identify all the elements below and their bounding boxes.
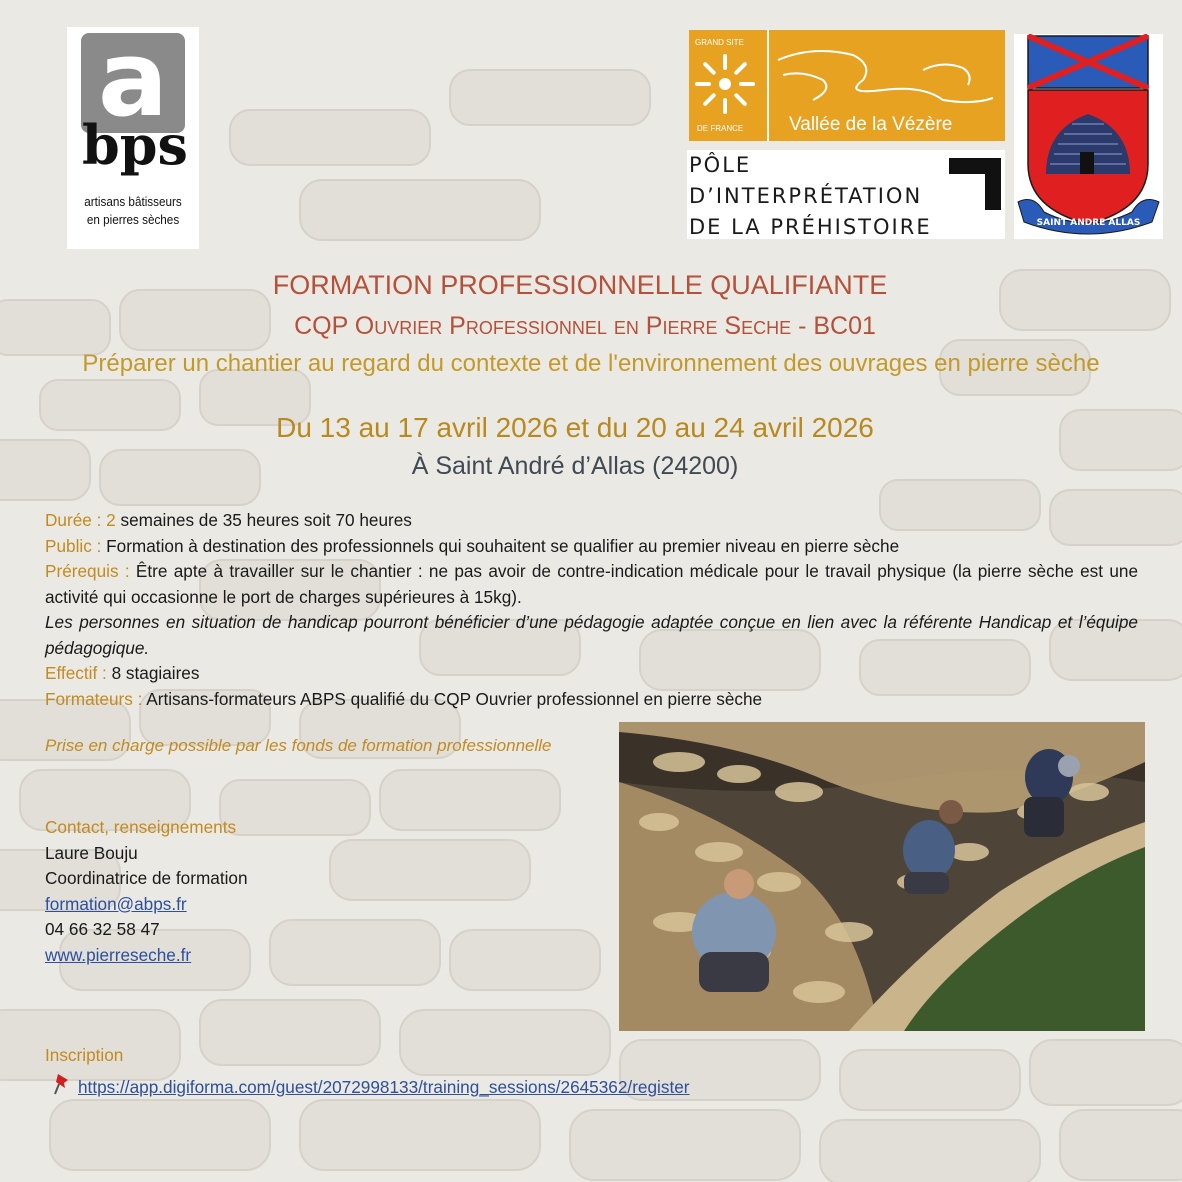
cqp-title-part: - BC01 xyxy=(791,312,876,340)
cqp-title-part: P xyxy=(442,312,466,340)
website-link[interactable]: www.pierreseche.fr xyxy=(45,944,192,965)
pushpin-icon xyxy=(52,1072,72,1096)
cqp-title xyxy=(0,312,1170,341)
pole-line3: DE LA PRÉHISTOIRE xyxy=(689,215,932,239)
formateurs-line xyxy=(45,687,1138,713)
contact-block xyxy=(45,815,345,968)
duree-label: Durée : xyxy=(45,510,107,530)
contact-email-link[interactable]: formation@abps.fr xyxy=(45,893,187,914)
effectif-line xyxy=(45,661,1138,687)
effectif-label: Effectif : xyxy=(45,663,112,683)
registration-line xyxy=(78,1077,690,1098)
prerequis-label: Prérequis : xyxy=(45,561,136,581)
crest-shield-icon xyxy=(1014,34,1163,239)
workers-building-wall-photo xyxy=(619,722,1145,1031)
pole-line2: D’INTERPRÉTATION xyxy=(689,184,923,208)
sun-icon xyxy=(695,54,755,114)
crest-label: SAINT ANDRE ALLAS xyxy=(1036,218,1141,228)
duree-text: semaines de 35 heures soit 70 heures xyxy=(115,510,412,530)
funding-note: Prise en charge possible par les fonds de formation professionnelle xyxy=(45,736,552,755)
handicap-note: Les personnes en situation de handicap pourront bénéficier d’une pédagogie adaptée conçue en lien avec la référente Handicap et l’équipe pédagogique. xyxy=(45,612,1138,658)
duree-line xyxy=(45,508,1138,534)
public-label: Public : xyxy=(45,535,107,556)
inscription-heading: Inscription xyxy=(45,1045,124,1065)
registration-link[interactable]: https://app.digiforma.com/guest/2072998133/training_sessions/2645362/register xyxy=(78,1077,690,1097)
abps-tagline-line1: artisans bâtisseurs xyxy=(84,194,182,209)
cqp-title-part: uvrier xyxy=(374,312,443,340)
cqp-title-part: rofessionnel en xyxy=(465,312,639,340)
abps-stone-letter: a xyxy=(81,33,185,133)
de-france-label: DE FRANCE xyxy=(697,124,744,133)
cliff-river-drawing xyxy=(773,40,998,110)
cqp-title-part: S xyxy=(717,312,742,340)
session-dates: Du 13 au 17 avril 2026 et du 20 au 24 avril 2026 xyxy=(276,412,874,443)
saint-andre-allas-crest xyxy=(1014,34,1163,239)
effectif-text: 8 stagiaires xyxy=(111,663,200,683)
contact-role: Coordinatrice de formation xyxy=(45,868,248,888)
pole-logo-text xyxy=(689,150,932,243)
pole-line1: PÔLE xyxy=(689,153,752,177)
training-details xyxy=(45,508,1138,712)
duree-number: 2 xyxy=(106,510,116,530)
prerequis-text: ne pas avoir de contre-indication médicale pour le travail physique (la pierre sèche est une activité qui occasionne le port de charges supérieures à 15kg). xyxy=(45,561,1139,607)
cqp-title-part: P xyxy=(638,312,663,340)
prerequis-line xyxy=(45,559,1138,610)
vallee-vezere-name: Vallée de la Vézère xyxy=(789,114,953,135)
abps-logo-tagline xyxy=(74,193,193,229)
public-line xyxy=(45,534,1138,560)
cqp-title-part: ierre xyxy=(662,312,718,340)
abps-tagline-line2: en pierres sèches xyxy=(86,212,180,227)
contact-heading: Contact, renseignements xyxy=(45,817,237,837)
public-text: Formation à destination des professionnels qui souhaitent se qualifier au premier niveau en pierre sèche xyxy=(106,535,900,556)
corner-bracket-icon xyxy=(945,154,1005,214)
logo-divider xyxy=(767,30,769,141)
grand-site-label: GRAND SITE xyxy=(695,38,744,47)
formateurs-text: Artisans-formateurs ABPS qualifié du CQP Ouvrier professionnel en pierre sèche xyxy=(146,688,763,709)
prerequis-strong: Être apte à travailler sur le chantier : xyxy=(135,561,429,581)
session-location: À Saint André d’Allas (24200) xyxy=(411,452,739,480)
abps-logo xyxy=(67,18,199,249)
cqp-title-part: eche xyxy=(741,312,792,340)
cqp-title-part: CQP O xyxy=(294,312,375,340)
vallee-vezere-logo xyxy=(689,30,1005,141)
abps-logo-name: bps xyxy=(82,113,188,177)
module-subtitle: Préparer un chantier au regard du contexte et de l'environnement des ouvrages en pierre sèche xyxy=(82,350,1100,377)
pole-prehistoire-logo xyxy=(687,150,1005,239)
contact-name: Laure Bouju xyxy=(45,842,138,863)
contact-phone: 04 66 32 58 47 xyxy=(45,919,160,939)
formateurs-label: Formateurs : xyxy=(45,688,147,709)
page-title: FORMATION PROFESSIONNELLE QUALIFIANTE xyxy=(272,270,888,300)
